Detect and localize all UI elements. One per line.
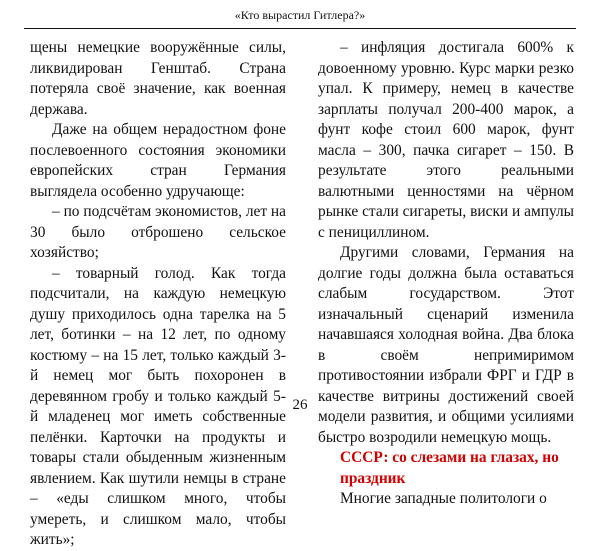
right-paragraph-last: Многие западные политологи о xyxy=(340,490,547,507)
page-number: 26 xyxy=(292,397,308,413)
header-divider xyxy=(24,28,576,29)
left-paragraph-4: – товарный голод. Как тогда подсчитали, на каждую немецкую душу приходилось одна тарелка на 5 лет, ботинки – на 12 лет, по одному костюму – на 15 лет, только каждый 3-й немец мог быть похоронен в деревянном гробу и только каждый 5-й младенец мог иметь собственные пелёнки. Карточки на продукты и товары стали обыденным жизненным явлением. Как шутили немцы в стране – «еды слишком много, чтобы умереть, и слишком мало, чтобы жить»; xyxy=(30,264,286,548)
right-paragraph-2: Другими словами, Германия на долгие годы должна была оставаться слабым государством. Этот изначальный сценарий изменила начавшаяся холодная война. Два блока в своём непримиримом противостоянии избрали ФРГ и ГДР в качестве витрины достижений своей модели развития, и общими усилиями быстро возродили немецкую мощь. xyxy=(318,244,574,446)
running-head-title: «Кто вырастил Гитлера?» xyxy=(234,8,366,22)
left-paragraph-3: – по подсчётам экономистов, лет на 30 было отброшено сельское хозяйство; xyxy=(30,203,286,261)
right-paragraph-1: – инфляция достигала 600% к довоенному уровню. Курс марки резко упал. К примеру, немец в качестве зарплаты получал 200-400 марок, а фунт кофе стоил 600 марок, фунт масла – 300, пачка сигарет – 150. В результате этого реальными валютными ценностями на чёрном рынке стали сигареты, виски и ампулы с пенициллином. xyxy=(318,39,574,241)
left-paragraph-2: Даже на общем нерадостном фоне послевоенного состояния экономики европейских стран Германия выглядела особенно удручающе: xyxy=(30,121,286,200)
section-heading: СССР: со слезами на глазах, но праздник xyxy=(340,449,559,487)
left-column xyxy=(30,38,286,551)
left-paragraph-1: щены немецкие вооружённые силы, ликвидирован Генштаб. Страна потеряла своё значение, как военная держава. xyxy=(30,39,286,118)
right-column xyxy=(318,38,574,510)
